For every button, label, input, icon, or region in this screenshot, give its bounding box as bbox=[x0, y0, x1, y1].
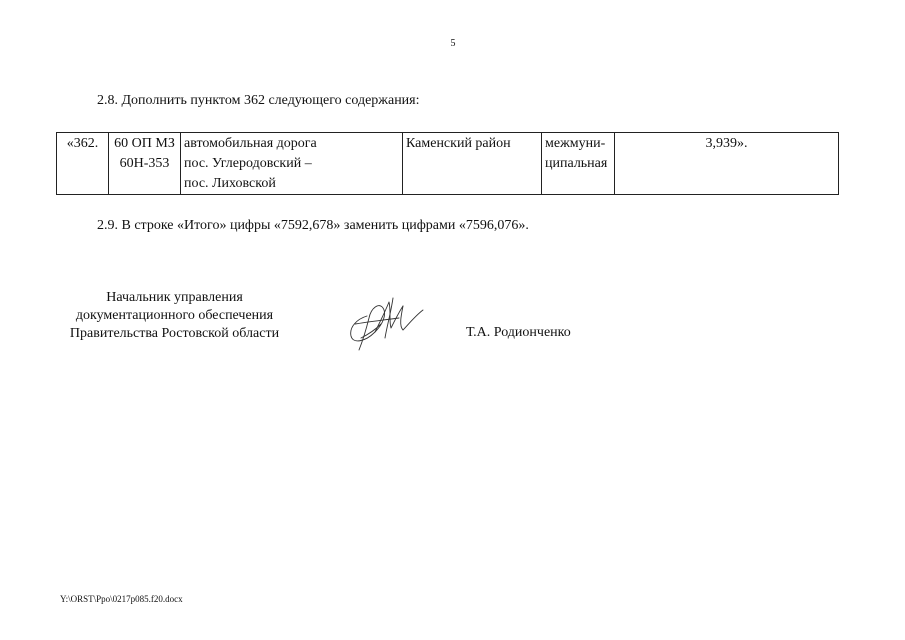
road-code-line: 60 ОП МЗ bbox=[114, 136, 175, 151]
position-line: документационного обеспечения bbox=[75, 308, 274, 323]
signer-name: Т.А. Родионченко bbox=[466, 325, 571, 340]
cell-district bbox=[403, 133, 542, 195]
road-name-line: пос. Углеродовский – bbox=[184, 156, 312, 171]
road-length: 3,939». bbox=[705, 136, 748, 151]
district: Каменский район bbox=[406, 136, 511, 151]
cell-significance bbox=[542, 133, 615, 195]
signer-position bbox=[52, 289, 297, 343]
significance-line: ципальная bbox=[545, 156, 608, 171]
cell-length bbox=[615, 133, 839, 195]
table-row bbox=[57, 133, 839, 195]
insert-table bbox=[56, 132, 839, 195]
handwritten-signature bbox=[345, 294, 430, 354]
significance-line: межмуни- bbox=[545, 136, 606, 151]
cell-road-name bbox=[181, 133, 403, 195]
item-number: «362. bbox=[66, 136, 99, 151]
cell-road-code bbox=[109, 133, 181, 195]
position-line: Начальник управления bbox=[106, 290, 243, 305]
position-line: Правительства Ростовской области bbox=[69, 326, 280, 341]
cell-item-number bbox=[57, 133, 109, 195]
file-path: Y:\ORST\Ppo\0217p085.f20.docx bbox=[60, 594, 183, 604]
road-name-line: автомобильная дорога bbox=[184, 136, 317, 151]
paragraph-2-9: 2.9. В строке «Итого» цифры «7592,678» заменить цифрами «7596,076». bbox=[97, 218, 529, 233]
road-code-line: 60Н-353 bbox=[119, 156, 170, 171]
road-name-line: пос. Лиховской bbox=[184, 176, 276, 191]
paragraph-2-8: 2.8. Дополнить пунктом 362 следующего содержания: bbox=[97, 93, 420, 108]
page-number: 5 bbox=[450, 38, 456, 49]
